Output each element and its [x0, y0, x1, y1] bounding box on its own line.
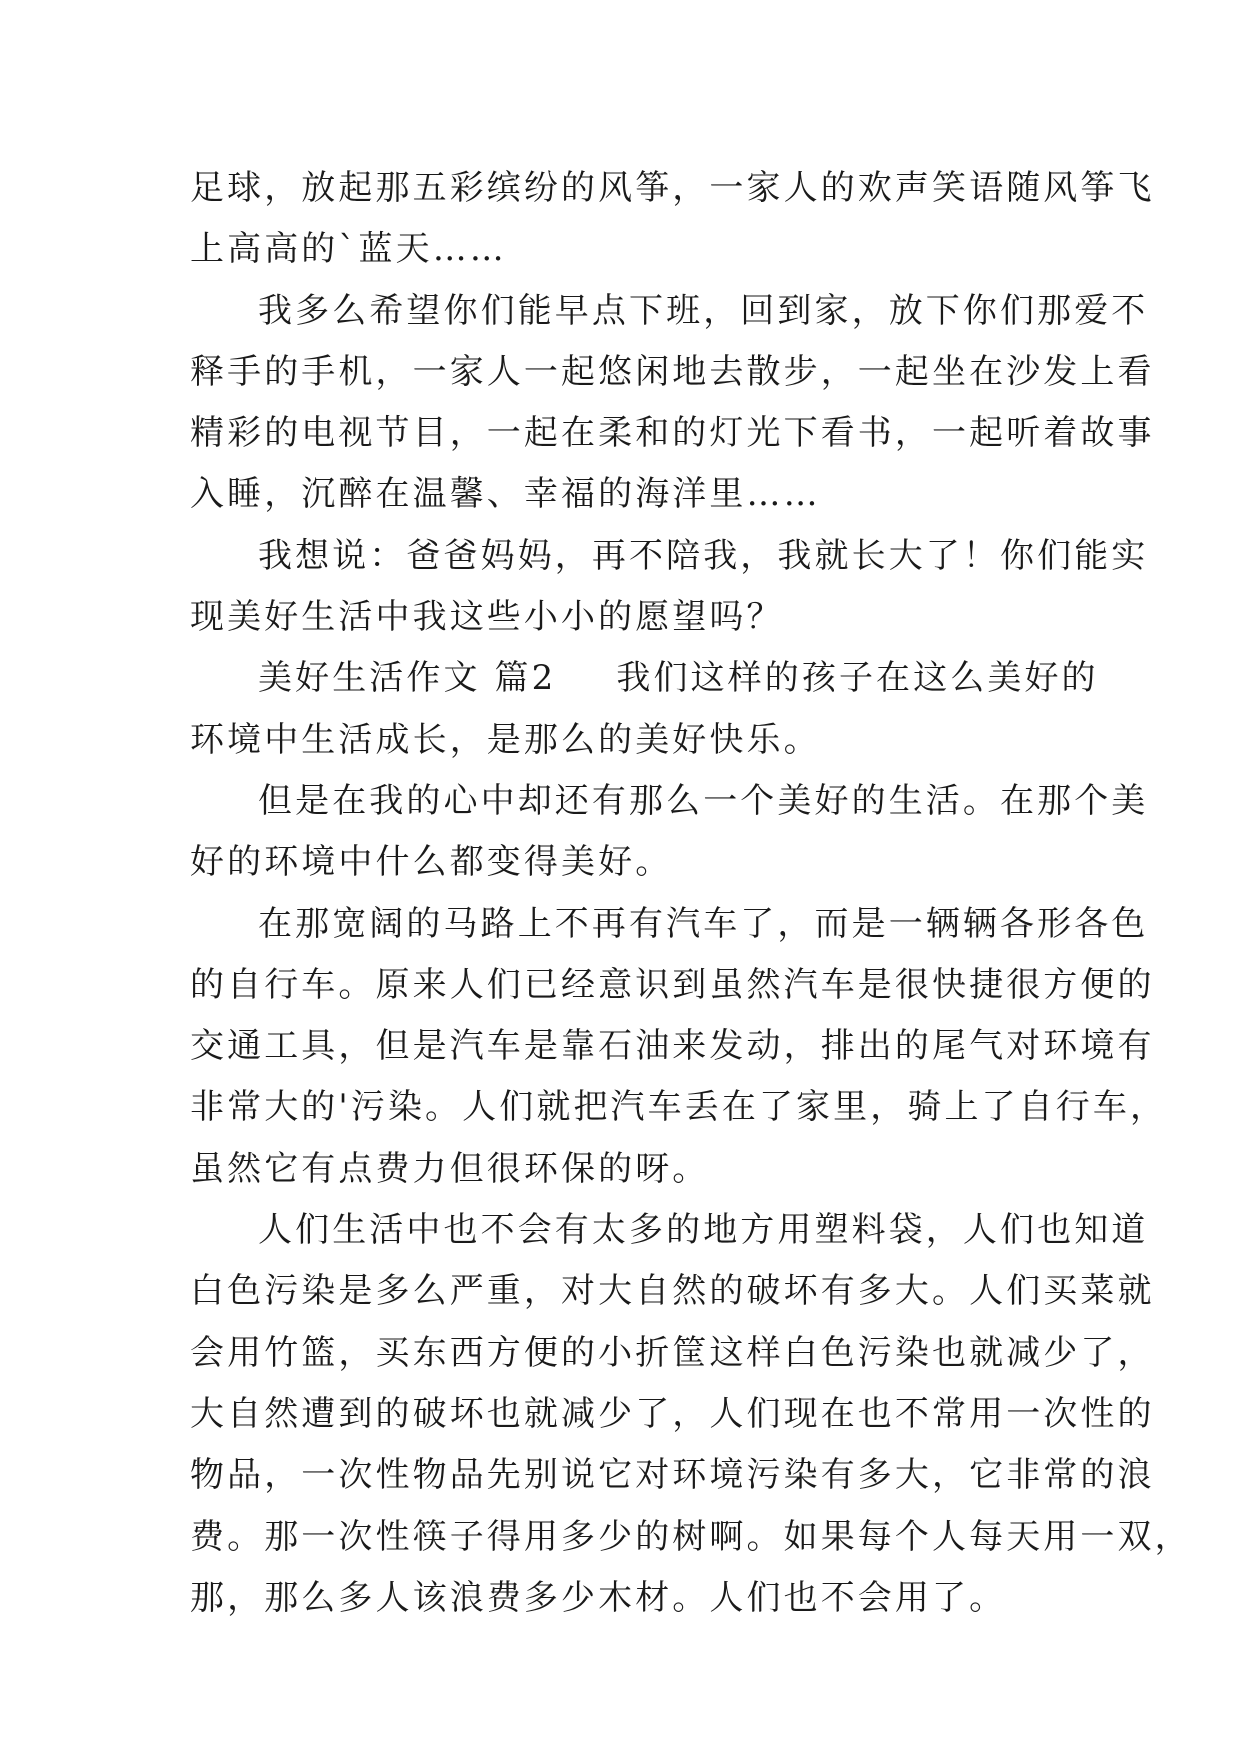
paragraph-start-line: 人们生活中也不会有太多的地方用塑料袋，人们也知道 — [258, 1210, 1149, 1251]
text-line: 非常大的'污染。人们就把汽车丢在了家里，骑上了自行车， — [190, 1087, 1168, 1128]
text-line: 释手的手机，一家人一起悠闲地去散步，一起坐在沙发上看 — [190, 351, 1155, 392]
text-line: 现美好生活中我这些小小的愿望吗？ — [190, 597, 784, 638]
section-heading-tail: 我们这样的孩子在这么美好的 — [616, 658, 1099, 699]
text-line: 物品，一次性物品先别说它对环境污染有多大，它非常的浪 — [190, 1455, 1155, 1496]
text-line: 白色污染是多么严重，对大自然的破坏有多大。人们买菜就 — [190, 1271, 1155, 1312]
text-line: 上高高的`蓝天…… — [190, 229, 507, 270]
text-line: 会用竹篮，买东西方便的小折筐这样白色污染也就减少了， — [190, 1332, 1155, 1373]
text-line: 大自然遭到的破坏也就减少了，人们现在也不常用一次性的 — [190, 1393, 1155, 1434]
paragraph-start-line: 但是在我的心中却还有那么一个美好的生活。在那个美 — [258, 780, 1149, 821]
paragraph-start-line: 我想说：爸爸妈妈，再不陪我，我就长大了！你们能实 — [258, 535, 1149, 576]
text-line: 虽然它有点费力但很环保的呀。 — [190, 1148, 710, 1189]
section-heading: 美好生活作文 篇2 — [258, 658, 557, 699]
text-line: 足球，放起那五彩缤纷的风筝，一家人的欢声笑语随风筝飞 — [190, 168, 1155, 208]
text-line: 入睡，沉醉在温馨、幸福的海洋里…… — [190, 474, 821, 515]
text-line: 那，那么多人该浪费多少木材。人们也不会用了。 — [190, 1577, 1007, 1618]
section-heading-line — [190, 648, 1099, 709]
text-line: 交通工具，但是汽车是靠石油来发动，排出的尾气对环境有 — [190, 1026, 1155, 1067]
text-line: 环境中生活成长，是那么的美好快乐。 — [190, 719, 821, 760]
document-page — [190, 158, 1192, 1629]
text-line: 好的环境中什么都变得美好。 — [190, 842, 673, 883]
paragraph-start-line: 在那宽阔的马路上不再有汽车了，而是一辆辆各形各色 — [258, 903, 1149, 944]
text-line: 的自行车。原来人们已经意识到虽然汽车是很快捷很方便的 — [190, 964, 1155, 1005]
text-line: 精彩的电视节目，一起在柔和的灯光下看书，一起听着故事 — [190, 413, 1155, 454]
paragraph-start-line: 我多么希望你们能早点下班，回到家，放下你们那爱不 — [258, 290, 1149, 331]
text-line: 费。那一次性筷子得用多少的树啊。如果每个人每天用一双， — [190, 1516, 1192, 1557]
